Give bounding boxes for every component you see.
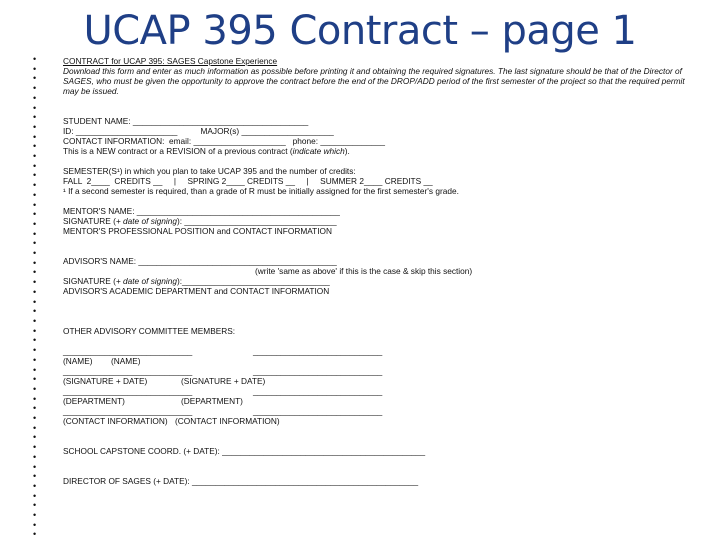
bullet-mark: • xyxy=(33,73,37,84)
bullet-mark: • xyxy=(33,170,37,181)
bullet-mark: • xyxy=(33,199,37,210)
mentor-signature-field[interactable]: SIGNATURE (+ date of signing): _________________________________ xyxy=(63,216,337,226)
bullet-mark: • xyxy=(33,228,37,239)
bullet-mark: • xyxy=(33,238,37,249)
bullet-mark: • xyxy=(33,209,37,220)
bullet-mark: • xyxy=(33,141,37,152)
committee-label-row: (NAME) (NAME) xyxy=(63,356,141,366)
committee-label-row: (DEPARTMENT) (DEPARTMENT) xyxy=(63,396,243,406)
bullet-mark: • xyxy=(33,500,37,511)
bullet-mark: • xyxy=(33,131,37,142)
semester-credits-field[interactable]: FALL 2____ CREDITS __ | SPRING 2____ CREDITS __ | SUMMER 2____ CREDITS __ xyxy=(63,176,433,186)
bullet-mark: • xyxy=(33,267,37,278)
committee-blank-row[interactable]: ____________________________ ____________________________ xyxy=(63,386,383,396)
new-or-revision-line: This is a NEW contract or a REVISION of a previous contract (indicate which). xyxy=(63,146,350,156)
committee-label-row: (SIGNATURE + DATE) (SIGNATURE + DATE) xyxy=(63,376,266,386)
bullet-mark: • xyxy=(33,432,37,443)
mentor-name-field[interactable]: MENTOR'S NAME: ____________________________________________ xyxy=(63,206,340,216)
student-id-major-field[interactable]: ID: ______________________ MAJOR(s) ____________________ xyxy=(63,126,334,136)
student-name-field[interactable]: STUDENT NAME: ______________________________________ xyxy=(63,116,309,126)
student-contact-field[interactable]: CONTACT INFORMATION: email: ____________________ phone: ______________ xyxy=(63,136,385,146)
bullet-mark: • xyxy=(33,102,37,113)
bullet-mark: • xyxy=(33,180,37,191)
bullet-mark: • xyxy=(33,112,37,123)
bullet-mark: • xyxy=(33,374,37,385)
bullet-mark: • xyxy=(33,325,37,336)
instructions-text: Download this form and enter as much information as possible before printing it and obtaining the required signatures. The last signature should be that of the Director of SAGES, who must be given the opportunity to approve the contract before the end of the DROP/ADD period of the first semester of the project so that the required permit may be issued. xyxy=(63,66,685,96)
bullet-mark: • xyxy=(33,151,37,162)
bullet-mark: • xyxy=(33,83,37,94)
bullet-mark: • xyxy=(33,451,37,462)
bullet-mark: • xyxy=(33,529,37,540)
bullet-mark: • xyxy=(33,121,37,132)
committee-blank-row[interactable]: ____________________________ ____________________________ xyxy=(63,406,383,416)
bullet-mark: • xyxy=(33,296,37,307)
advisor-signature-field[interactable]: SIGNATURE (+ date of signing):________________________________ xyxy=(63,276,330,286)
page-title: UCAP 395 Contract – page 1 xyxy=(83,8,637,54)
bullet-mark: • xyxy=(33,248,37,259)
coordinator-signature-field[interactable]: SCHOOL CAPSTONE COORD. (+ DATE): ____________________________________________ xyxy=(63,446,426,456)
committee-blank-row[interactable]: ____________________________ ____________________________ xyxy=(63,346,383,356)
bullet-mark: • xyxy=(33,63,37,74)
bullet-mark: • xyxy=(33,306,37,317)
bullet-mark: • xyxy=(33,413,37,424)
committee-heading: OTHER ADVISORY COMMITTEE MEMBERS: xyxy=(63,326,236,336)
bullet-column xyxy=(33,55,41,540)
bullet-mark: • xyxy=(33,354,37,365)
bullet-mark: • xyxy=(33,286,37,297)
bullet-mark: • xyxy=(33,490,37,501)
bullet-mark: • xyxy=(33,393,37,404)
director-signature-field[interactable]: DIRECTOR OF SAGES (+ DATE): _________________________________________________ xyxy=(63,476,419,486)
advisor-department-label: ADVISOR'S ACADEMIC DEPARTMENT and CONTACT INFORMATION xyxy=(63,286,330,296)
bullet-mark: • xyxy=(33,480,37,491)
bullet-mark: • xyxy=(33,364,37,375)
bullet-mark: • xyxy=(33,422,37,433)
bullet-mark: • xyxy=(33,403,37,414)
committee-table xyxy=(63,346,698,426)
bullet-mark: • xyxy=(33,442,37,453)
advisor-name-field[interactable]: ADVISOR'S NAME: ___________________________________________ xyxy=(63,256,337,266)
bullet-mark: • xyxy=(33,315,37,326)
bullet-mark: • xyxy=(33,335,37,346)
bullet-mark: • xyxy=(33,54,37,64)
bullet-mark: • xyxy=(33,461,37,472)
bullet-mark: • xyxy=(33,471,37,482)
bullet-mark: • xyxy=(33,92,37,103)
bullet-mark: • xyxy=(33,345,37,356)
committee-label-row: (CONTACT INFORMATION) (CONTACT INFORMATION) xyxy=(63,416,280,426)
advisor-same-note: (write 'same as above' if this is the case & skip this section) xyxy=(255,266,473,276)
bullet-mark: • xyxy=(33,189,37,200)
bullet-mark: • xyxy=(33,510,37,521)
contract-body xyxy=(63,56,698,486)
bullet-mark: • xyxy=(33,277,37,288)
semester-footnote: ¹ If a second semester is required, than a grade of R must be initially assigned for the first semester's grade. xyxy=(63,186,459,196)
bullet-mark: • xyxy=(33,519,37,530)
semester-heading: SEMESTER(S¹) in which you plan to take UCAP 395 and the number of credits: xyxy=(63,166,356,176)
bullet-mark: • xyxy=(33,383,37,394)
contract-heading: CONTRACT for UCAP 395: SAGES Capstone Experience xyxy=(63,56,278,66)
bullet-mark: • xyxy=(33,257,37,268)
bullet-mark: • xyxy=(33,160,37,171)
mentor-position-label: MENTOR'S PROFESSIONAL POSITION and CONTACT INFORMATION xyxy=(63,226,332,236)
committee-blank-row[interactable]: ____________________________ ____________________________ xyxy=(63,366,383,376)
bullet-mark: • xyxy=(33,218,37,229)
